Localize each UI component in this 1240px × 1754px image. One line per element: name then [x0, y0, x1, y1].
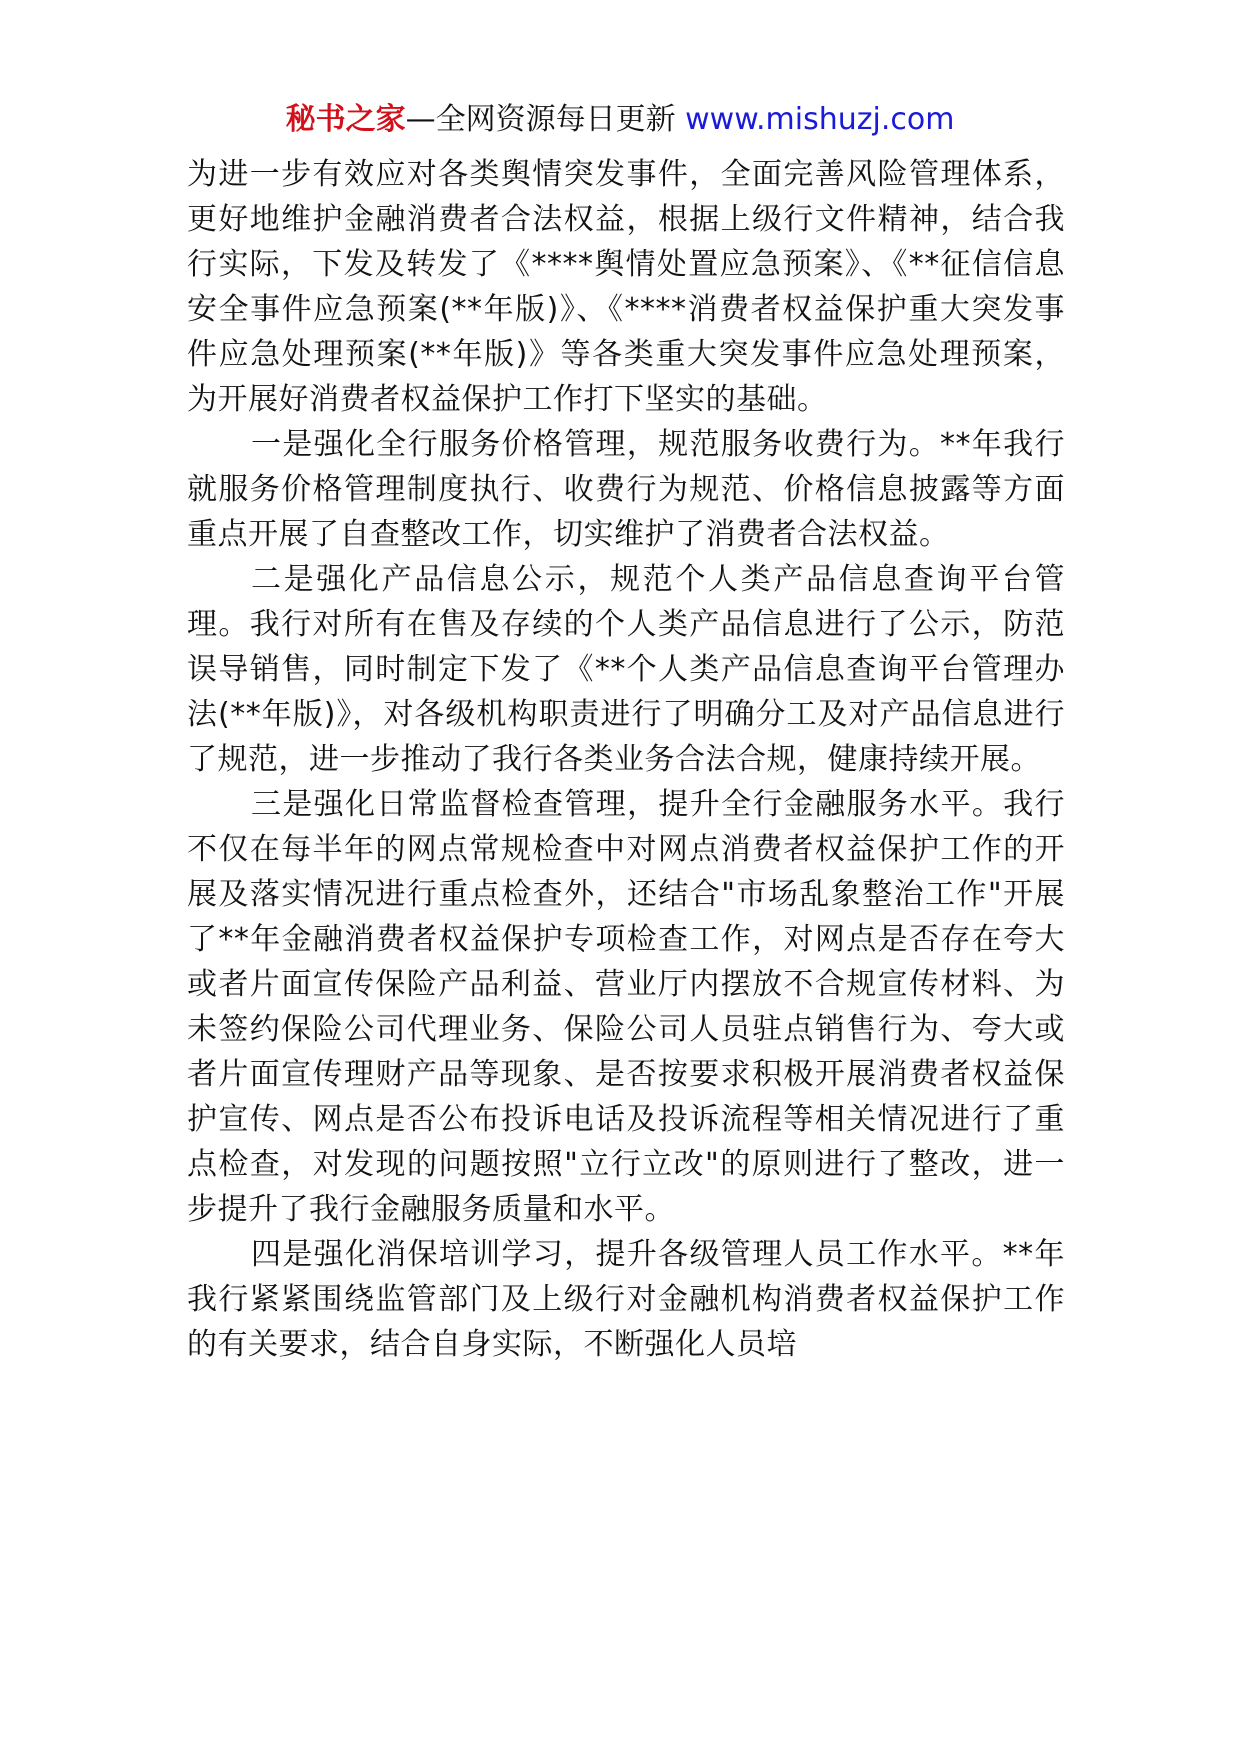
paragraph-supervision: 三是强化日常监督检查管理，提升全行金融服务水平。我行不仅在每半年的网点常规检查中对网点消费者权益保护工作的开展及落实情况进行重点检查外，还结合"市场乱象整治工作"开展了**年金融消费者权益保护专项检查工作，对网点是否存在夸大或者片面宣传保险产品利益、营业厅内摆放不合规宣传材料、为未签约保险公司代理业务、保险公司人员驻点销售行为、夸大或者片面宣传理财产品等现象、是否按要求积极开展消费者权益保护宣传、网点是否公布投诉电话及投诉流程等相关情况进行了重点检查，对发现的问题按照"立行立改"的原则进行了整改，进一步提升了我行金融服务质量和水平。 — [187, 787, 1065, 1227]
site-url-link[interactable]: www.mishuzj.com — [685, 102, 955, 137]
document-body — [187, 152, 1065, 1367]
paragraph-intro: 为进一步有效应对各类舆情突发事件，全面完善风险管理体系，更好地维护金融消费者合法权益，根据上级行文件精神，结合我行实际，下发及转发了《****舆情处置应急预案》、《**征信信息安全事件应急预案(**年版)》、《****消费者权益保护重大突发事件应急处理预案(**年版)》等各类重大突发事件应急处理预案，为开展好消费者权益保护工作打下坚实的基础。 — [187, 157, 1065, 417]
site-slogan: —全网资源每日更新 — [405, 102, 676, 137]
site-brand: 秘书之家 — [285, 102, 406, 137]
site-header — [0, 100, 1240, 140]
paragraph-training: 四是强化消保培训学习，提升各级管理人员工作水平。**年我行紧紧围绕监管部门及上级行对金融机构消费者权益保护工作的有关要求，结合自身实际，不断强化人员培 — [187, 1237, 1065, 1362]
paragraph-product-info: 二是强化产品信息公示，规范个人类产品信息查询平台管理。我行对所有在售及存续的个人类产品信息进行了公示，防范误导销售，同时制定下发了《**个人类产品信息查询平台管理办法(**年版)》，对各级机构职责进行了明确分工及对产品信息进行了规范，进一步推动了我行各类业务合法合规，健康持续开展。 — [187, 562, 1065, 777]
paragraph-pricing: 一是强化全行服务价格管理，规范服务收费行为。**年我行就服务价格管理制度执行、收费行为规范、价格信息披露等方面重点开展了自查整改工作，切实维护了消费者合法权益。 — [187, 427, 1065, 552]
